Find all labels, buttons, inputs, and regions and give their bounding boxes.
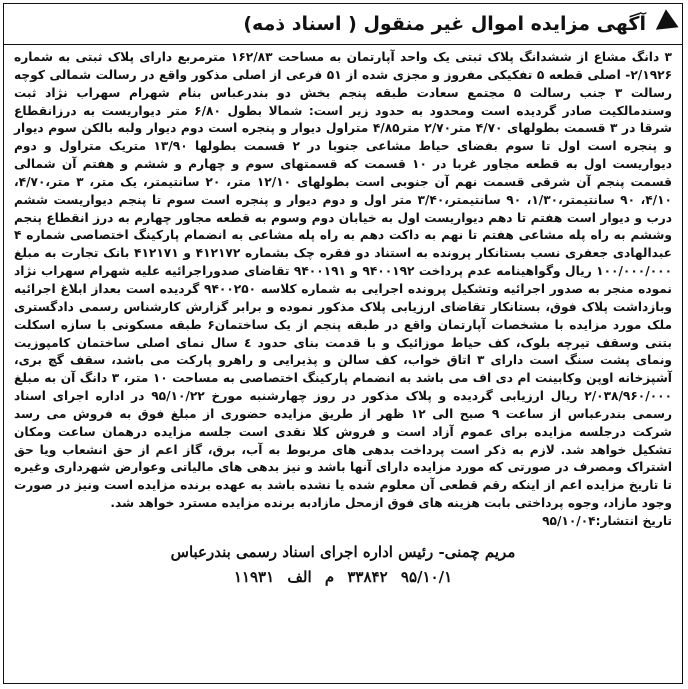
notice-body: ۳ دانگ مشاع از ششدانگ پلاک ثبتی یک واحد آپارتمان به مساحت ۱۶۲/۸۳ مترمربع دارای پلاک ثبتی به شماره ۲/۱۹۲۶- اصلی قطعه ۵ تفکیکی مفروز و مجزی شده از ۵۱ فرعی از اصلی مذکور واقع در رسالت شمالی کوچه رسالت ۳ جنب رسالت ۵ مجتمع سعادت طبقه پنجم بخش دو بندرعباس بنام شهرام سهراب نژاد ثبت وسندمالکیت صادر گردیده است ومحدود به حدود زیر است: شمالا بطول ۶/۸۰ متر دیواریست به درزانقطاع شرقا در ۳ قسمت بطولهای ۴/۷۰ متر۲/۷۰ متر۴/۸۵ متراول دیوار و پنجره است دوم دیوار ولبه بالکن سوم دیوار و پنجره است اول تا سوم بفضای حیاط مشاعی جنوبا در ۲ قسمت بطولها ۱۳/۹۰ متریک متراول و دوم دیواریست اول به قطعه مجاور غربا در ۱۰ قسمت که قسمتهای سوم و چهارم و ششم و هفتم آن شمالی قسمت پنجم آن شرقی قسمت نهم آن جنوبی است بطولهای ۱۲/۱۰ متر، ۲۰ سانتیمتر، یک متر، ۳ متر،۴/۷۰، ۴/۱۰، ۹۰ سانتیمتر،۱/۳۰، ۹۰ سانتیمتر،۳/۴۰ متر اول و دوم دیوار و پنجره است سوم تا پنجم دیواریست ششم درب و دیوار است هفتم تا دهم دیواریست اول به خیابان دوم وسوم به قطعه مجاور چهارم به درز انقطاع پنجم وششم به راه پله مشاعی هفتم تا نهم به داکت دهم به راه پله مشاعی به انضمام پارکینگ اختصاصی شماره ۴ عبدالهادی جعفری نسب بستانکار پرونده به استناد دو فقره چک بشماره ۴۱۲۱۷۲ و ۴۱۲۱۷۱ بانک تجارت به مبلغ ۱۰۰/۰۰۰/۰۰۰ ریال وگواهینامه عدم پرداخت ۹۴۰۰۱۹۲ و ۹۴۰۰۱۹۱ تقاضای صدوراجرائیه علیه شهرام سهراب نژاد نموده منجر به صدور اجرائیه وتشکیل پرونده اجرایی به شماره کلاسه ۹۴۰۰۲۵۰ گردیده است بعداز ابلاغ اجرائیه وبازداشت پلاک فوق، بستانکار تقاضای ارزیابی پلاک مذکور نموده و برابر گزارش کارشناس رسمی دادگستری ملک مورد مزایده با مشخصات آپارتمان واقع در طبقه پنجم از یک ساختمان۶ طبقه مسکونی با سازه اسکلت بتنی وسقف تیرچه بلوک، کف حیاط موزائیک و با قدمت بنای حدود ٤ سال نمای اصلی ساختمان کامپوزیت ونمای پشت سنگ است دارای ۳ اتاق خواب، کف سالن و پذیرایی و راهرو پارکت می باشد، سقف گچ بری، آشپزخانه اوپن وکابینت ام دی اف می باشد به انضمام پارکینگ اختصاصی به مساحت ۱۰ متر، ۳ دانگ آن به مبلغ ۲/۰۳۸/۹۶۰/۰۰۰ ریال ارزیابی گردیده و پلاک مذکور در روز چهارشنبه مورخ ۹۵/۱۰/۲۲ در اداره اجرای اسناد رسمی بندرعباس از ساعت ۹ صبح الی ۱۲ ظهر از طریق مزایده حضوری از مبلغ فوق به فروش می رسد شرکت درجلسه مزایده برای عموم آزاد است و فروش کلا نقدی است جلسه مزایده درهمان ساعت ومکان تشکیل خواهد شد. لازم به ذکر است پرداخت بدهی های مربوط به آب، برق، گاز اعم از حق انشعاب ویا حق اشتراک ومصرف در صورتی که مورد مزایده دارای آنها باشد و نیز بدهی های مالیاتی وعوارض شهرداری وغیره تا تاریخ مزایده اعم از اینکه رقم قطعی آن معلوم شده یا نشده باشد به عهده برنده مزایده است ونیز در صورت وجود مازاد، وجوه پرداختی بابت هزینه های فوق ازمحل مازادبه برنده مزایده مسترد خواهد شد. xyxy=(14,50,673,511)
arrow-icon xyxy=(649,9,678,38)
signature-line: مریم چمنی- رئیس اداره اجرای اسناد رسمی بندرعباس xyxy=(170,542,516,561)
reference-number: ۹۵/۱۰/۱ ۳۳۸۴۲ م الف ۱۱۹۳۱ xyxy=(233,567,453,586)
notice-header xyxy=(4,4,682,45)
publish-date: تاریخ انتشار:۹۵/۱۰/۰۴ xyxy=(542,513,672,528)
notice-title: آگهی مزایده اموال غیر منقول ( اسناد ذمه) xyxy=(243,13,646,35)
auction-notice xyxy=(3,3,683,684)
